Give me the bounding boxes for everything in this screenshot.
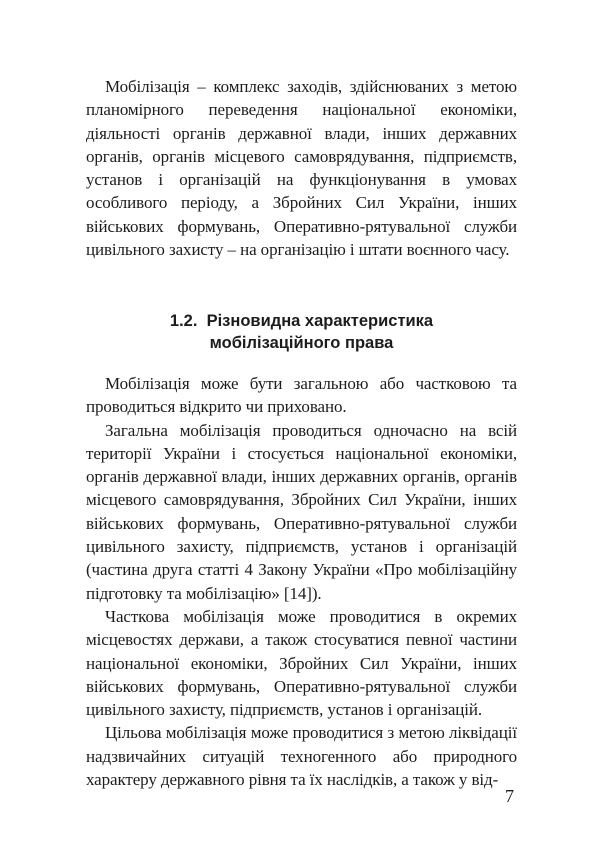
section-title-line-1: Різновидна характеристика	[206, 312, 434, 330]
paragraph-general-mobilization: Загальна мобілізація проводиться одночасно на всій території України і стосується національної економіки, органів державної влади, інших державних органів, органів місцевого самоврядування, Збройних Сил України, інших військових формувань, Оперативно-рятувальної служби цивільного захисту, підприємств, установ і організацій (частина друга статті 4 Закону України «Про мобілізаційну підготовку та мобілізацію» [14]).	[86, 420, 517, 603]
page-number: 7	[505, 786, 514, 806]
paragraph-partial-mobilization: Часткова мобілізація може проводитися в окремих місцевостях держави, а також стосуватися певної частини національної економіки, Збройних Сил України, інших військових формувань, Оперативно-рятувальної служби цивільного захисту, підприємств, установ і організацій.	[86, 606, 517, 720]
section-heading	[86, 310, 517, 354]
intro-paragraph: Мобілізація – комплекс заходів, здійснюваних з метою планомірного переведення національної економіки, діяльності органів державної влади, інших державних органів, органів місцевого самоврядування, підприємств, установ і організацій на функціонування в умовах особливого періоду, а Збройних Сил України, інших військових формувань, Оперативно-рятувальної служби цивільного захисту – на організацію і штати воєнного часу.	[86, 77, 517, 260]
intro-text-block	[86, 75, 517, 261]
body-text-block	[86, 372, 517, 791]
section-title-line-2: мобілізаційного права	[209, 334, 394, 352]
paragraph-types: Мобілізація може бути загальною або частковою та проводиться відкрито чи приховано.	[86, 374, 517, 417]
paragraph-targeted-mobilization: Цільова мобілізація може проводитися з метою ліквідації надзвичайних ситуацій техногенного або природного характеру державного рівня та їх наслідків, а також у від-	[86, 723, 517, 790]
section-heading-line-1	[86, 310, 517, 332]
section-number: 1.2.	[169, 312, 198, 330]
